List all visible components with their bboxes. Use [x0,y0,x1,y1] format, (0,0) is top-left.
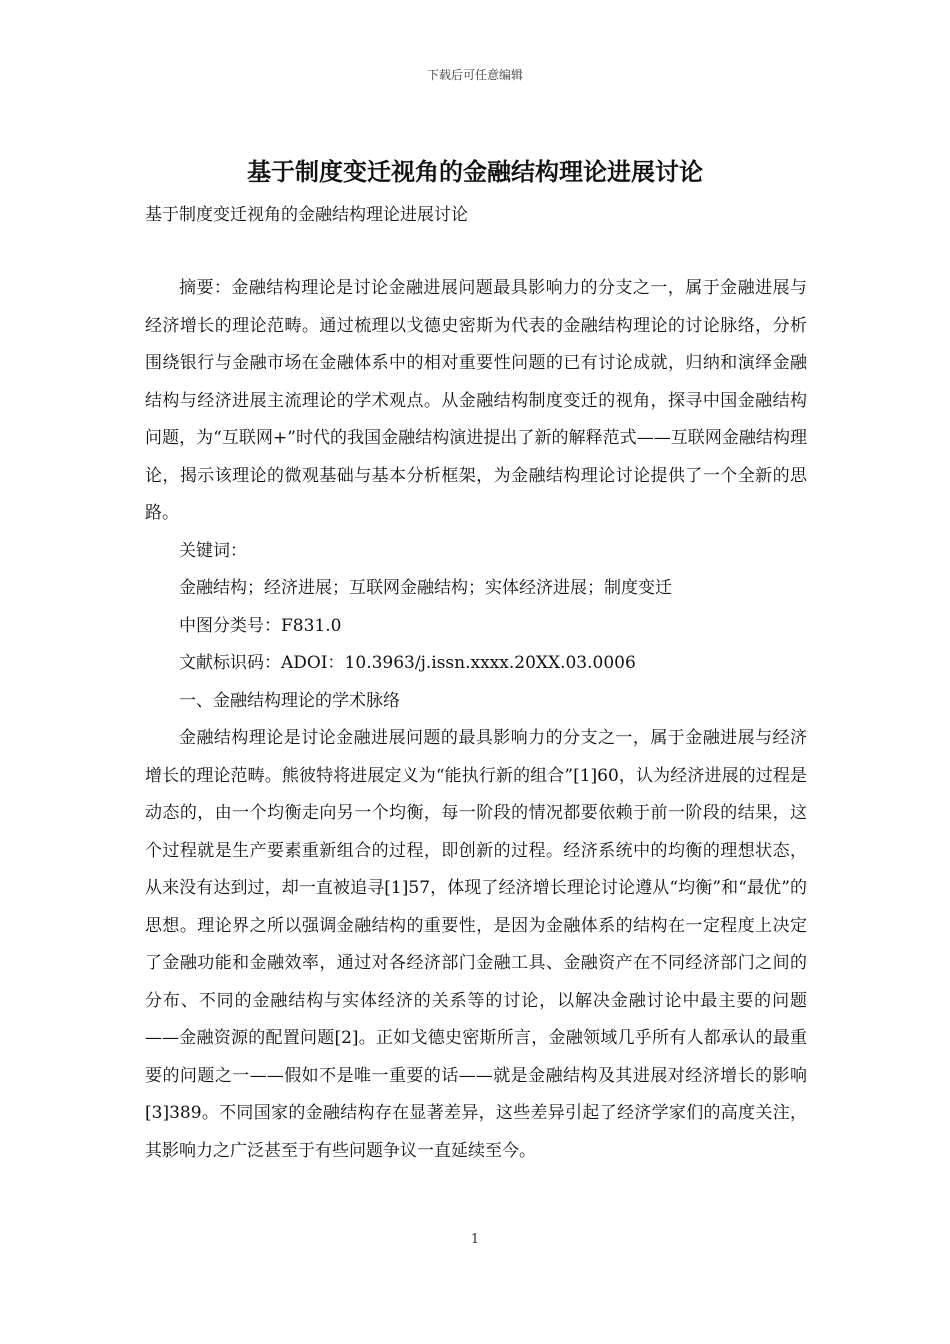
classification-number: 中图分类号：F831.0 [179,615,342,636]
document-title: 基于制度变迁视角的金融结构理论进展讨论 [247,157,703,186]
document-identifier: 文献标识码：ADOI：10.3963/j.issn.xxxx.20XX.03.0006 [179,653,636,673]
section-heading: 一、金融结构理论的学术脉络 [179,690,400,711]
document-body [145,270,807,1170]
keywords-label: 关键词： [179,540,247,561]
document-subtitle: 基于制度变迁视角的金融结构理论进展讨论 [145,205,468,225]
body-paragraph: 金融结构理论是讨论金融进展问题的最具影响力的分支之一，属于金融进展与经济增长的理论范畴。熊彼特将进展定义为“能执行新的组合”[1]60，认为经济进展的过程是动态的，由一个均衡走向另一个均衡，每一阶段的情况都要依赖于前一阶段的结果，这个过程就是生产要素重新组合的过程，即创新的过程。经济系统中的均衡的理想状态，从来没有达到过，却一直被追寻[1]57，体现了经济增长理论讨论遵从“均衡”和“最优”的思想。理论界之所以强调金融结构的重要性，是因为金融体系的结构在一定程度上决定了金融功能和金融效率，通过对各经济部门金融工具、金融资产在不同经济部门之间的分布、不同的金融结构与实体经济的关系等的讨论，以解决金融讨论中最主要的问题——金融资源的配置问题[2]。正如戈德史密斯所言，金融领域几乎所有人都承认的最重要的问题之一——假如不是唯一重要的话——就是金融结构及其进展对经济增长的影响[3]389。不同国家的金融结构存在显著差异，这些差异引起了经济学家们的高度关注，其影响力之广泛甚至于有些问题争议一直延续至今。 [145,728,807,1161]
abstract-paragraph: 摘要：金融结构理论是讨论金融进展问题最具影响力的分支之一，属于金融进展与经济增长的理论范畴。通过梳理以戈德史密斯为代表的金融结构理论的讨论脉络，分析围绕银行与金融市场在金融体系中的相对重要性问题的已有讨论成就，归纳和演绎金融结构与经济进展主流理论的学术观点。从金融结构制度变迁的视角，探寻中国金融结构问题，为“互联网+”时代的我国金融结构演进提出了新的解释范式——互联网金融结构理论，揭示该理论的微观基础与基本分析框架，为金融结构理论讨论提供了一个全新的思路。 [145,278,807,523]
page-header: 下载后可任意编辑 [426,68,523,82]
keywords-text: 金融结构；经济进展；互联网金融结构；实体经济进展；制度变迁 [179,578,672,598]
page-number: 1 [470,1232,480,1247]
